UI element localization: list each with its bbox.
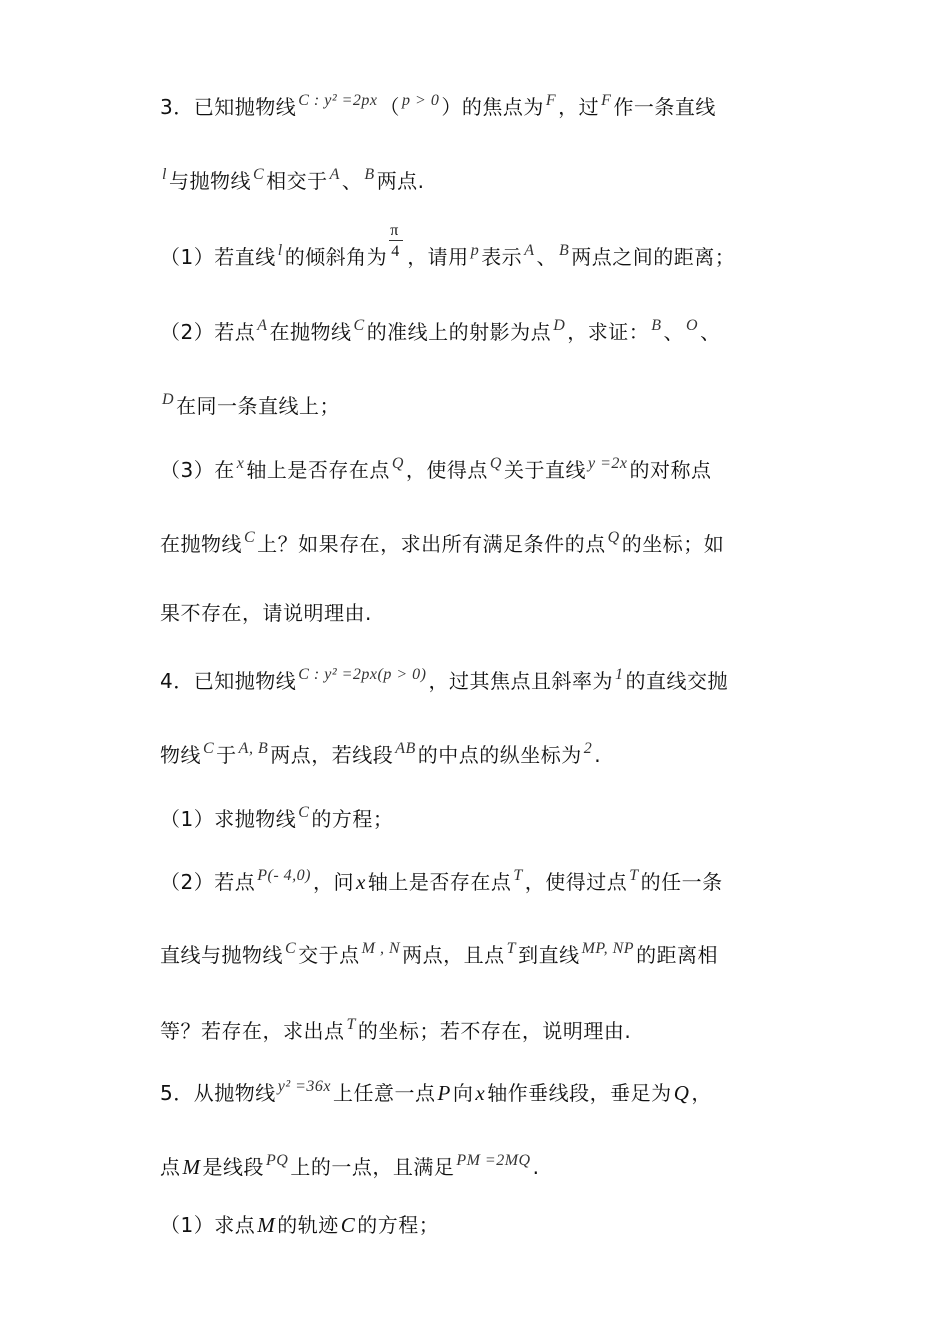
- math-C: C: [252, 166, 265, 183]
- math-l: l: [162, 166, 167, 183]
- math-line-eq: y =2x: [587, 455, 628, 472]
- text: 轴作垂线段，垂足为: [487, 1081, 672, 1105]
- text: 在抛物线: [269, 320, 352, 344]
- text: ，使得过点: [524, 870, 628, 894]
- text: 两点.: [376, 169, 425, 193]
- math-T: T: [506, 940, 517, 957]
- text: .: [594, 743, 602, 767]
- p4-line-5: [160, 934, 800, 970]
- text: 的倾斜角为: [284, 245, 388, 269]
- text: 5．从抛物线: [160, 1081, 276, 1105]
- math-AB-points: A, B: [238, 740, 269, 757]
- text: 点: [160, 1155, 181, 1179]
- text: （3）在: [160, 458, 235, 482]
- text: （1）若直线: [160, 245, 276, 269]
- math-C: C: [340, 1213, 356, 1237]
- math-C: C: [285, 940, 297, 957]
- text: 直线与抛物线: [160, 943, 283, 967]
- text: 等？若存在，求出点: [160, 1019, 345, 1043]
- math-p: p: [470, 242, 480, 259]
- p4-line-2: [160, 734, 800, 770]
- math-parabola-eq: C : y² =2px(p > 0): [298, 666, 427, 683]
- math-A: A: [257, 317, 268, 334]
- math-C: C: [353, 317, 365, 334]
- text: ，问: [313, 870, 354, 894]
- p5-line-1: [160, 1072, 800, 1108]
- p4-line-1: [160, 660, 800, 696]
- p5-line-2: [160, 1146, 800, 1182]
- math-D: D: [553, 317, 566, 334]
- math-A: A: [329, 166, 340, 183]
- text: 两点，若线段: [270, 743, 394, 767]
- text: 相交于: [266, 169, 328, 193]
- math-M: M: [182, 1155, 201, 1179]
- p3-line-7: [160, 523, 800, 559]
- math-x: x: [236, 455, 245, 472]
- text: 物线: [160, 743, 201, 767]
- math-C: C: [244, 529, 256, 546]
- math-M: M: [257, 1213, 276, 1237]
- text: 作一条直线: [613, 95, 716, 119]
- math-P: P: [437, 1081, 451, 1105]
- p4-line-3: [160, 798, 800, 834]
- text: （2）若点: [160, 320, 256, 344]
- math-F: F: [545, 92, 557, 109]
- text: 上？如果存在，求出所有满足条件的点: [257, 532, 606, 556]
- text: 轴上是否存在点: [367, 870, 512, 894]
- math-F: F: [601, 92, 612, 109]
- p3-line-1: [160, 86, 800, 122]
- fraction-bar: [389, 240, 403, 241]
- math-T: T: [513, 867, 523, 884]
- text: 向: [452, 1081, 474, 1105]
- text: 的直线交抛: [625, 669, 728, 693]
- fraction-numerator: π: [390, 222, 399, 239]
- p3-line-2: [160, 160, 800, 196]
- text: 、: [700, 320, 721, 344]
- text: 、: [663, 320, 685, 344]
- p4-line-4: [160, 861, 800, 897]
- text: 是线段: [202, 1155, 264, 1179]
- text: 3．已知抛物线: [160, 95, 297, 119]
- math-B: B: [651, 317, 662, 334]
- text: 表示: [481, 245, 523, 269]
- p4-line-6: [160, 1010, 800, 1046]
- p3-line-5: [160, 385, 800, 421]
- math-D: D: [162, 391, 175, 408]
- math-point-P: P(- 4,0): [257, 867, 311, 884]
- math-MP-NP: MP, NP: [581, 940, 635, 957]
- text: ，过其焦点且斜率为: [428, 669, 613, 693]
- text: .: [532, 1155, 540, 1179]
- text: 果不存在，请说明理由.: [160, 601, 372, 625]
- math-C: C: [298, 804, 310, 821]
- text: 的中点的纵坐标为: [417, 743, 582, 767]
- text: 4．已知抛物线: [160, 669, 297, 693]
- text: 于: [216, 743, 237, 767]
- math-Q: Q: [391, 455, 404, 472]
- text: ，求证：: [567, 320, 650, 344]
- math-T: T: [629, 867, 639, 884]
- text: 与抛物线: [168, 169, 251, 193]
- p3-line-4: [160, 311, 800, 347]
- text: 关于直线: [503, 458, 586, 482]
- text: 的方程；: [357, 1213, 440, 1237]
- fraction-denominator: 4: [391, 243, 400, 260]
- text: ，过: [558, 95, 600, 119]
- text: 的对称点: [629, 458, 712, 482]
- math-C: C: [203, 740, 215, 757]
- text: 在同一条直线上；: [176, 394, 341, 418]
- math-Q: Q: [489, 455, 502, 472]
- p3-line-3: [160, 222, 800, 272]
- math-MN: M , N: [361, 940, 401, 957]
- math-AB-segment: AB: [395, 740, 416, 757]
- text: （2）若点: [160, 870, 256, 894]
- math-B: B: [558, 242, 570, 259]
- text: ，使得点: [405, 458, 488, 482]
- text: 交于点: [298, 943, 360, 967]
- text: （1）求抛物线: [160, 807, 297, 831]
- text: 的轨迹: [277, 1213, 339, 1237]
- text: 、: [341, 169, 363, 193]
- math-one: 1: [614, 666, 624, 683]
- text: ，请用: [407, 245, 469, 269]
- fraction-pi-over-4: [389, 222, 405, 266]
- text: ）的焦点为: [441, 95, 544, 119]
- text: 两点，且点: [402, 943, 505, 967]
- math-A: A: [524, 242, 535, 259]
- text: 的准线上的射影为点: [366, 320, 552, 344]
- math-PM-eq: PM =2MQ: [456, 1152, 531, 1169]
- math-T: T: [346, 1016, 356, 1033]
- math-O: O: [686, 317, 699, 334]
- text: 两点之间的距离；: [571, 245, 736, 269]
- text: 的方程；: [311, 807, 394, 831]
- math-parabola-eq: y² =36x: [277, 1078, 332, 1095]
- text: 上任意一点: [333, 1081, 436, 1105]
- text: ，: [691, 1081, 712, 1105]
- text: 到直线: [518, 943, 580, 967]
- math-Q: Q: [607, 529, 620, 546]
- text: 上的一点，且满足: [290, 1155, 455, 1179]
- math-condition: p > 0: [402, 92, 440, 109]
- text: 的坐标；若不存在，说明理由.: [357, 1019, 632, 1043]
- text: （1）求点: [160, 1213, 256, 1237]
- math-l: l: [277, 242, 283, 259]
- text: 轴上是否存在点: [246, 458, 390, 482]
- math-x: x: [356, 870, 366, 894]
- math-x: x: [475, 1081, 486, 1105]
- p5-line-3: [160, 1210, 800, 1240]
- math-B: B: [364, 166, 375, 183]
- text: 、: [536, 245, 557, 269]
- text: 的任一条: [640, 870, 723, 894]
- text: 的坐标；如: [621, 532, 725, 556]
- math-Q: Q: [673, 1081, 690, 1105]
- text: 在抛物线: [160, 532, 242, 556]
- math-parabola-eq: C : y² =2px: [298, 92, 378, 109]
- math-two: 2: [583, 740, 593, 757]
- p3-line-8: [160, 598, 800, 628]
- p3-line-6: [160, 449, 800, 485]
- math-PQ: PQ: [266, 1152, 289, 1169]
- text: 的距离相: [636, 943, 719, 967]
- text: （: [379, 95, 401, 119]
